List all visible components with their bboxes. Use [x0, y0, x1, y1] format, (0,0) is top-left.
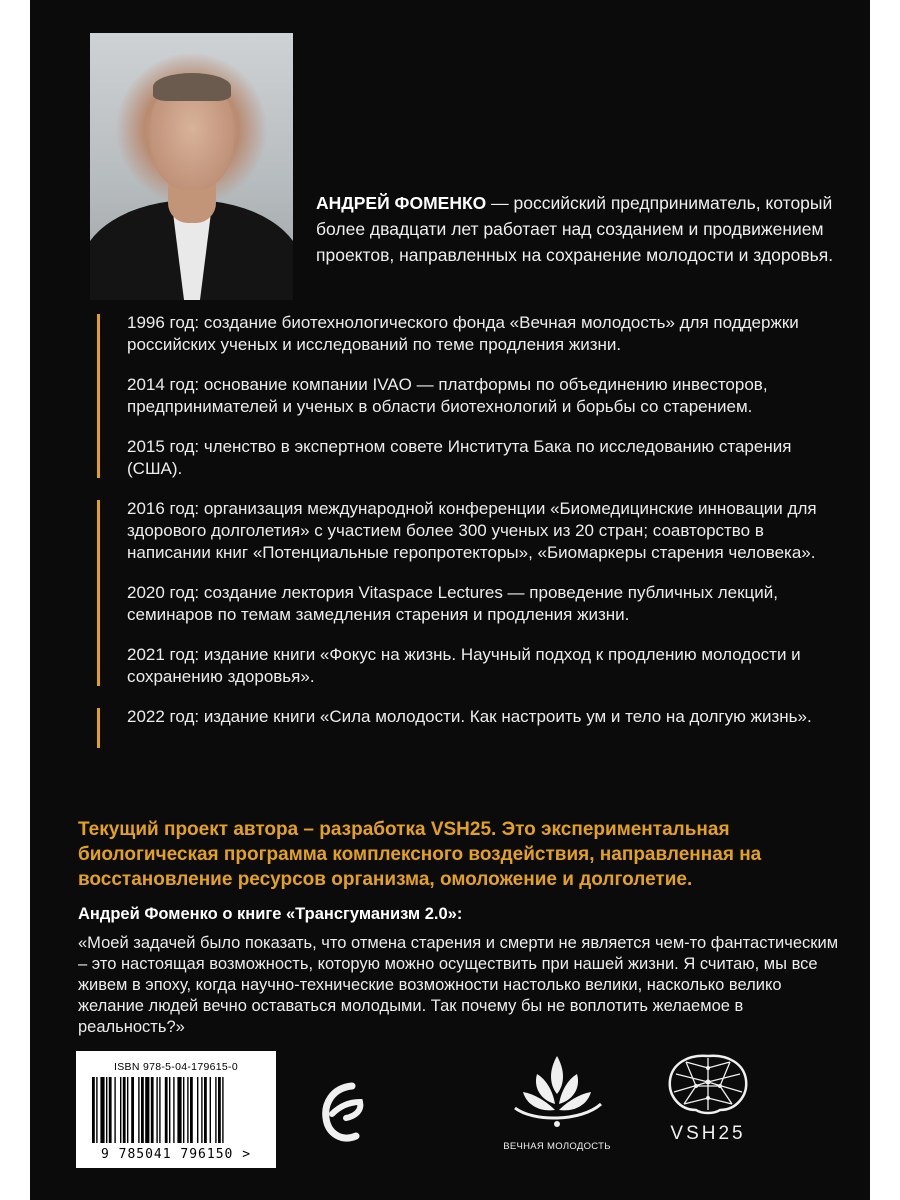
author-quote: «Моей задачей было показать, что отмена старения и смерти не является чем-то фантастическим – это настоящая возможность, которую можно осуществить при нашей жизни. Я считаю, мы все живем в эпоху, когда научно-технические возможности настолько велики, насколько велико желание людей вечно оставаться молодыми. Так почему бы не воплотить желаемое в реальность?» — [78, 934, 839, 1036]
vm-caption: ВЕЧНАЯ МОЛОДОСТЬ — [503, 1141, 611, 1152]
accent-bar — [97, 646, 100, 686]
lotus-icon — [509, 1048, 605, 1134]
timeline-item: 2014 год: основание компании IVAO — платформы по объединению инвесторов, предпринимателей и ученых в области биотехнологий и борьбы со старением. — [97, 374, 837, 418]
author-name: АНДРЕЙ ФОМЕНКО — [316, 193, 487, 213]
vsh-caption: VSH25 — [670, 1123, 746, 1144]
author-intro-text: — российский предприниматель, который более двадцати лет работает над созданием и продвижением проектов, направленных на сохранение молодости и здоровья. — [316, 193, 834, 265]
vsh25-logo — [662, 1052, 754, 1145]
author-photo — [90, 33, 293, 300]
vechnaya-molodost-logo — [485, 1048, 629, 1152]
accent-bar — [97, 500, 100, 584]
eksmo-e-icon — [320, 1080, 368, 1149]
isbn-label: ISBN 978-5-04-179615-0 — [114, 1061, 238, 1073]
isbn-barcode — [76, 1051, 276, 1168]
current-project: Текущий проект автора – разработка VSH25. Это экспериментальная биологическая программа комплексного воздействия, направленная на восстановление ресурсов организма, омоложение и долголетие. — [78, 819, 762, 890]
timeline-item: 2021 год: издание книги «Фокус на жизнь. Научный подход к продлению молодости и сохранению здоровья». — [97, 644, 837, 688]
author-intro — [316, 190, 836, 268]
book-back-cover — [30, 0, 870, 1200]
accent-bar — [97, 314, 100, 376]
accent-bar — [97, 708, 100, 748]
accent-bar — [97, 438, 100, 478]
timeline-item: 2016 год: организация международной конференции «Биомедицинские инновации для здорового долголетия» с участием более 300 ученых из 20 стран; соавторство в написании книг «Потенциальные геропротекторы», «Биомаркеры старения человека». — [97, 498, 837, 564]
accent-bar — [97, 584, 100, 646]
quote-title: Андрей Фоменко о книге «Трансгуманизм 2.0»: — [78, 905, 463, 923]
brain-network-icon — [662, 1052, 754, 1116]
timeline-item: 1996 год: создание биотехнологического фонда «Вечная молодость» для поддержки российских ученых и исследований по теме продления жизни. — [97, 312, 837, 356]
timeline-item: 2020 год: создание лектория Vitaspace Lectures — проведение публичных лекций, семинаров по темам замедления старения и продления жизни. — [97, 582, 837, 626]
author-timeline — [97, 312, 837, 746]
accent-bar — [97, 376, 100, 438]
timeline-item: 2015 год: членство в экспертном совете Института Бака по исследованию старения (США). — [97, 436, 837, 480]
barcode-bars — [90, 1077, 262, 1145]
timeline-item: 2022 год: издание книги «Сила молодости. Как настроить ум и тело на долгую жизнь». — [97, 706, 837, 728]
barcode-digits: 9 785041 796150 > — [100, 1147, 252, 1162]
